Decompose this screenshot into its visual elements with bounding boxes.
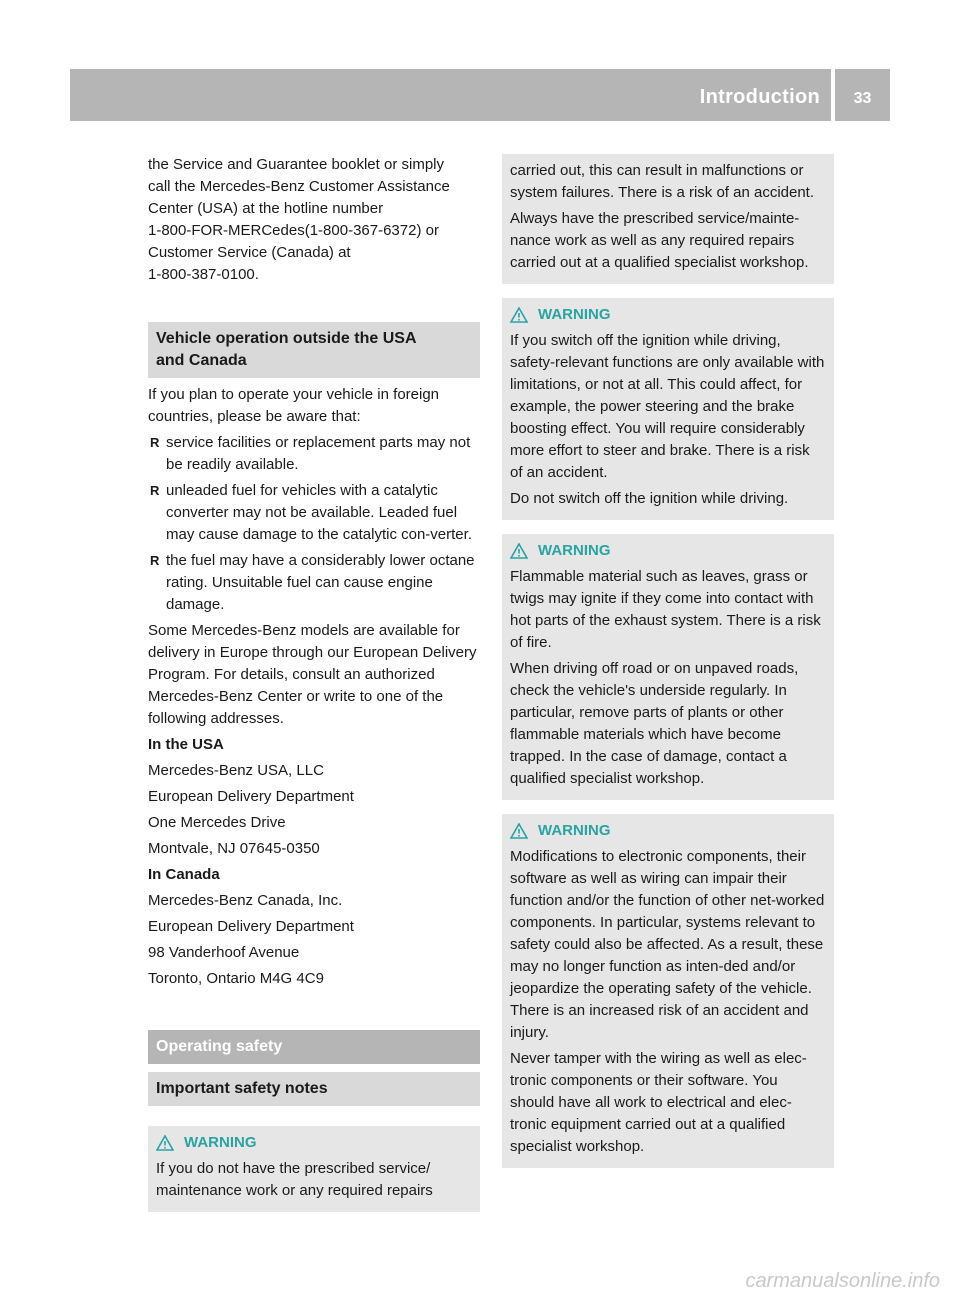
address-line: Mercedes-Benz USA, LLC (148, 762, 324, 779)
list-item-text: unleaded fuel for vehicles with a catalytic converter may not be available. Leaded fuel may cause damage to the catalytic con-verter. (166, 482, 472, 543)
list-item (148, 480, 480, 546)
warning-label: WARNING (538, 822, 611, 839)
warning-text: Never tamper with the wiring as well as elec-tronic components or their software. You should have all work to electrical and elec-tronic equipment carried out at a qualified specialist workshop. (510, 1050, 807, 1155)
warning-text: When driving off road or on unpaved roads, check the vehicle's underside regularly. In particular, remove parts of plants or other flammable materials which have become trapped. In the case of damage, contact a qualified specialist workshop. (510, 660, 799, 787)
warning-box-continued (502, 154, 834, 284)
address-line: Montvale, NJ 07645-0350 (148, 840, 320, 857)
bullet-marker: R (150, 435, 160, 450)
intro-text (148, 154, 480, 286)
warning-triangle-icon (510, 543, 528, 559)
warning-triangle-icon (156, 1135, 174, 1151)
warning-text: If you do not have the prescribed service/ maintenance work or any required repairs (156, 1160, 433, 1199)
bullet-list (148, 432, 480, 616)
section-intro: If you plan to operate your vehicle in foreign countries, please be aware that: (148, 386, 440, 425)
warning-title (156, 1132, 472, 1154)
warning-triangle-icon (510, 823, 528, 839)
address-line: 98 Vanderhoof Avenue (148, 944, 300, 961)
address-line: European Delivery Department (148, 918, 354, 935)
warning-box (148, 1126, 480, 1212)
list-item (148, 432, 480, 476)
canada-heading: In Canada (148, 866, 220, 883)
address-line: Toronto, Ontario M4G 4C9 (148, 970, 324, 987)
warning-box (502, 814, 834, 1168)
right-column (502, 154, 834, 1168)
warning-label: WARNING (184, 1134, 257, 1151)
page-number: 33 (853, 90, 872, 107)
list-item (148, 550, 480, 616)
intro-line: the Service and Guarantee booklet or simply (148, 156, 444, 173)
address-line: European Delivery Department (148, 788, 354, 805)
warning-text: Flammable material such as leaves, grass or twigs may ignite if they come into contact with hot parts of the exhaust system. There is a risk of fire. (510, 568, 821, 651)
intro-line: 1-800-FOR-MERCedes(1-800-367-6372) or (148, 222, 439, 239)
address-line: One Mercedes Drive (148, 814, 286, 831)
warning-triangle-icon (510, 307, 528, 323)
left-column (148, 154, 480, 1212)
warning-title (510, 304, 826, 326)
warning-text: Always have the prescribed service/mainte-nance work as well as any required repairs carried out at a qualified specialist workshop. (510, 210, 809, 271)
warning-text: Do not switch off the ignition while driving. (510, 490, 789, 507)
bullet-marker: R (150, 483, 160, 498)
intro-line: Center (USA) at the hotline number (148, 200, 384, 217)
intro-line: Customer Service (Canada) at (148, 244, 351, 261)
page-title: Introduction (699, 86, 820, 108)
address-line: Mercedes-Benz Canada, Inc. (148, 892, 343, 909)
watermark: carmanualsonline.info (745, 1270, 940, 1292)
warning-title (510, 820, 826, 842)
warning-box (502, 298, 834, 520)
warning-label: WARNING (538, 542, 611, 559)
section-heading-important-notes: Important safety notes (148, 1072, 480, 1106)
intro-line: call the Mercedes-Benz Customer Assistance (148, 178, 450, 195)
usa-heading: In the USA (148, 736, 224, 753)
section-heading-line: Vehicle operation outside the USA (156, 330, 417, 347)
intro-line: 1-800-387-0100. (148, 266, 259, 283)
delivery-paragraph: Some Mercedes-Benz models are available for delivery in Europe through our European Delivery Program. For details, consult an authorized Mercedes-Benz Center or write to one of the following addresses. (148, 622, 477, 727)
warning-text: carried out, this can result in malfunctions or system failures. There is a risk of an accident. (510, 162, 815, 201)
list-item-text: the fuel may have a considerably lower octane rating. Unsuitable fuel can cause engine damage. (166, 552, 475, 613)
warning-title (510, 540, 826, 562)
bullet-marker: R (150, 553, 160, 568)
warning-text: If you switch off the ignition while driving, safety-relevant functions are only available with limitations, or not at all. This could affect, for example, the power steering and the brake boosting effect. You will require considerably more effort to steer and brake. There is a risk of an accident. (510, 332, 825, 481)
section-heading-operating-safety: Operating safety (148, 1030, 480, 1064)
warning-text: Modifications to electronic components, their software as well as wiring can impair their function and/or the function of other net-worked components. In particular, systems relevant to safety could also be affected. As a result, these may no longer function as inten-ded and/or jeopardize the operating safety of the vehicle. There is an increased risk of an accident and injury. (510, 848, 825, 1041)
warning-box (502, 534, 834, 800)
section-heading-vehicle-operation (148, 322, 480, 378)
warning-label: WARNING (538, 306, 611, 323)
list-item-text: service facilities or replacement parts may not be readily available. (166, 434, 471, 473)
section-heading-line: and Canada (156, 352, 247, 369)
